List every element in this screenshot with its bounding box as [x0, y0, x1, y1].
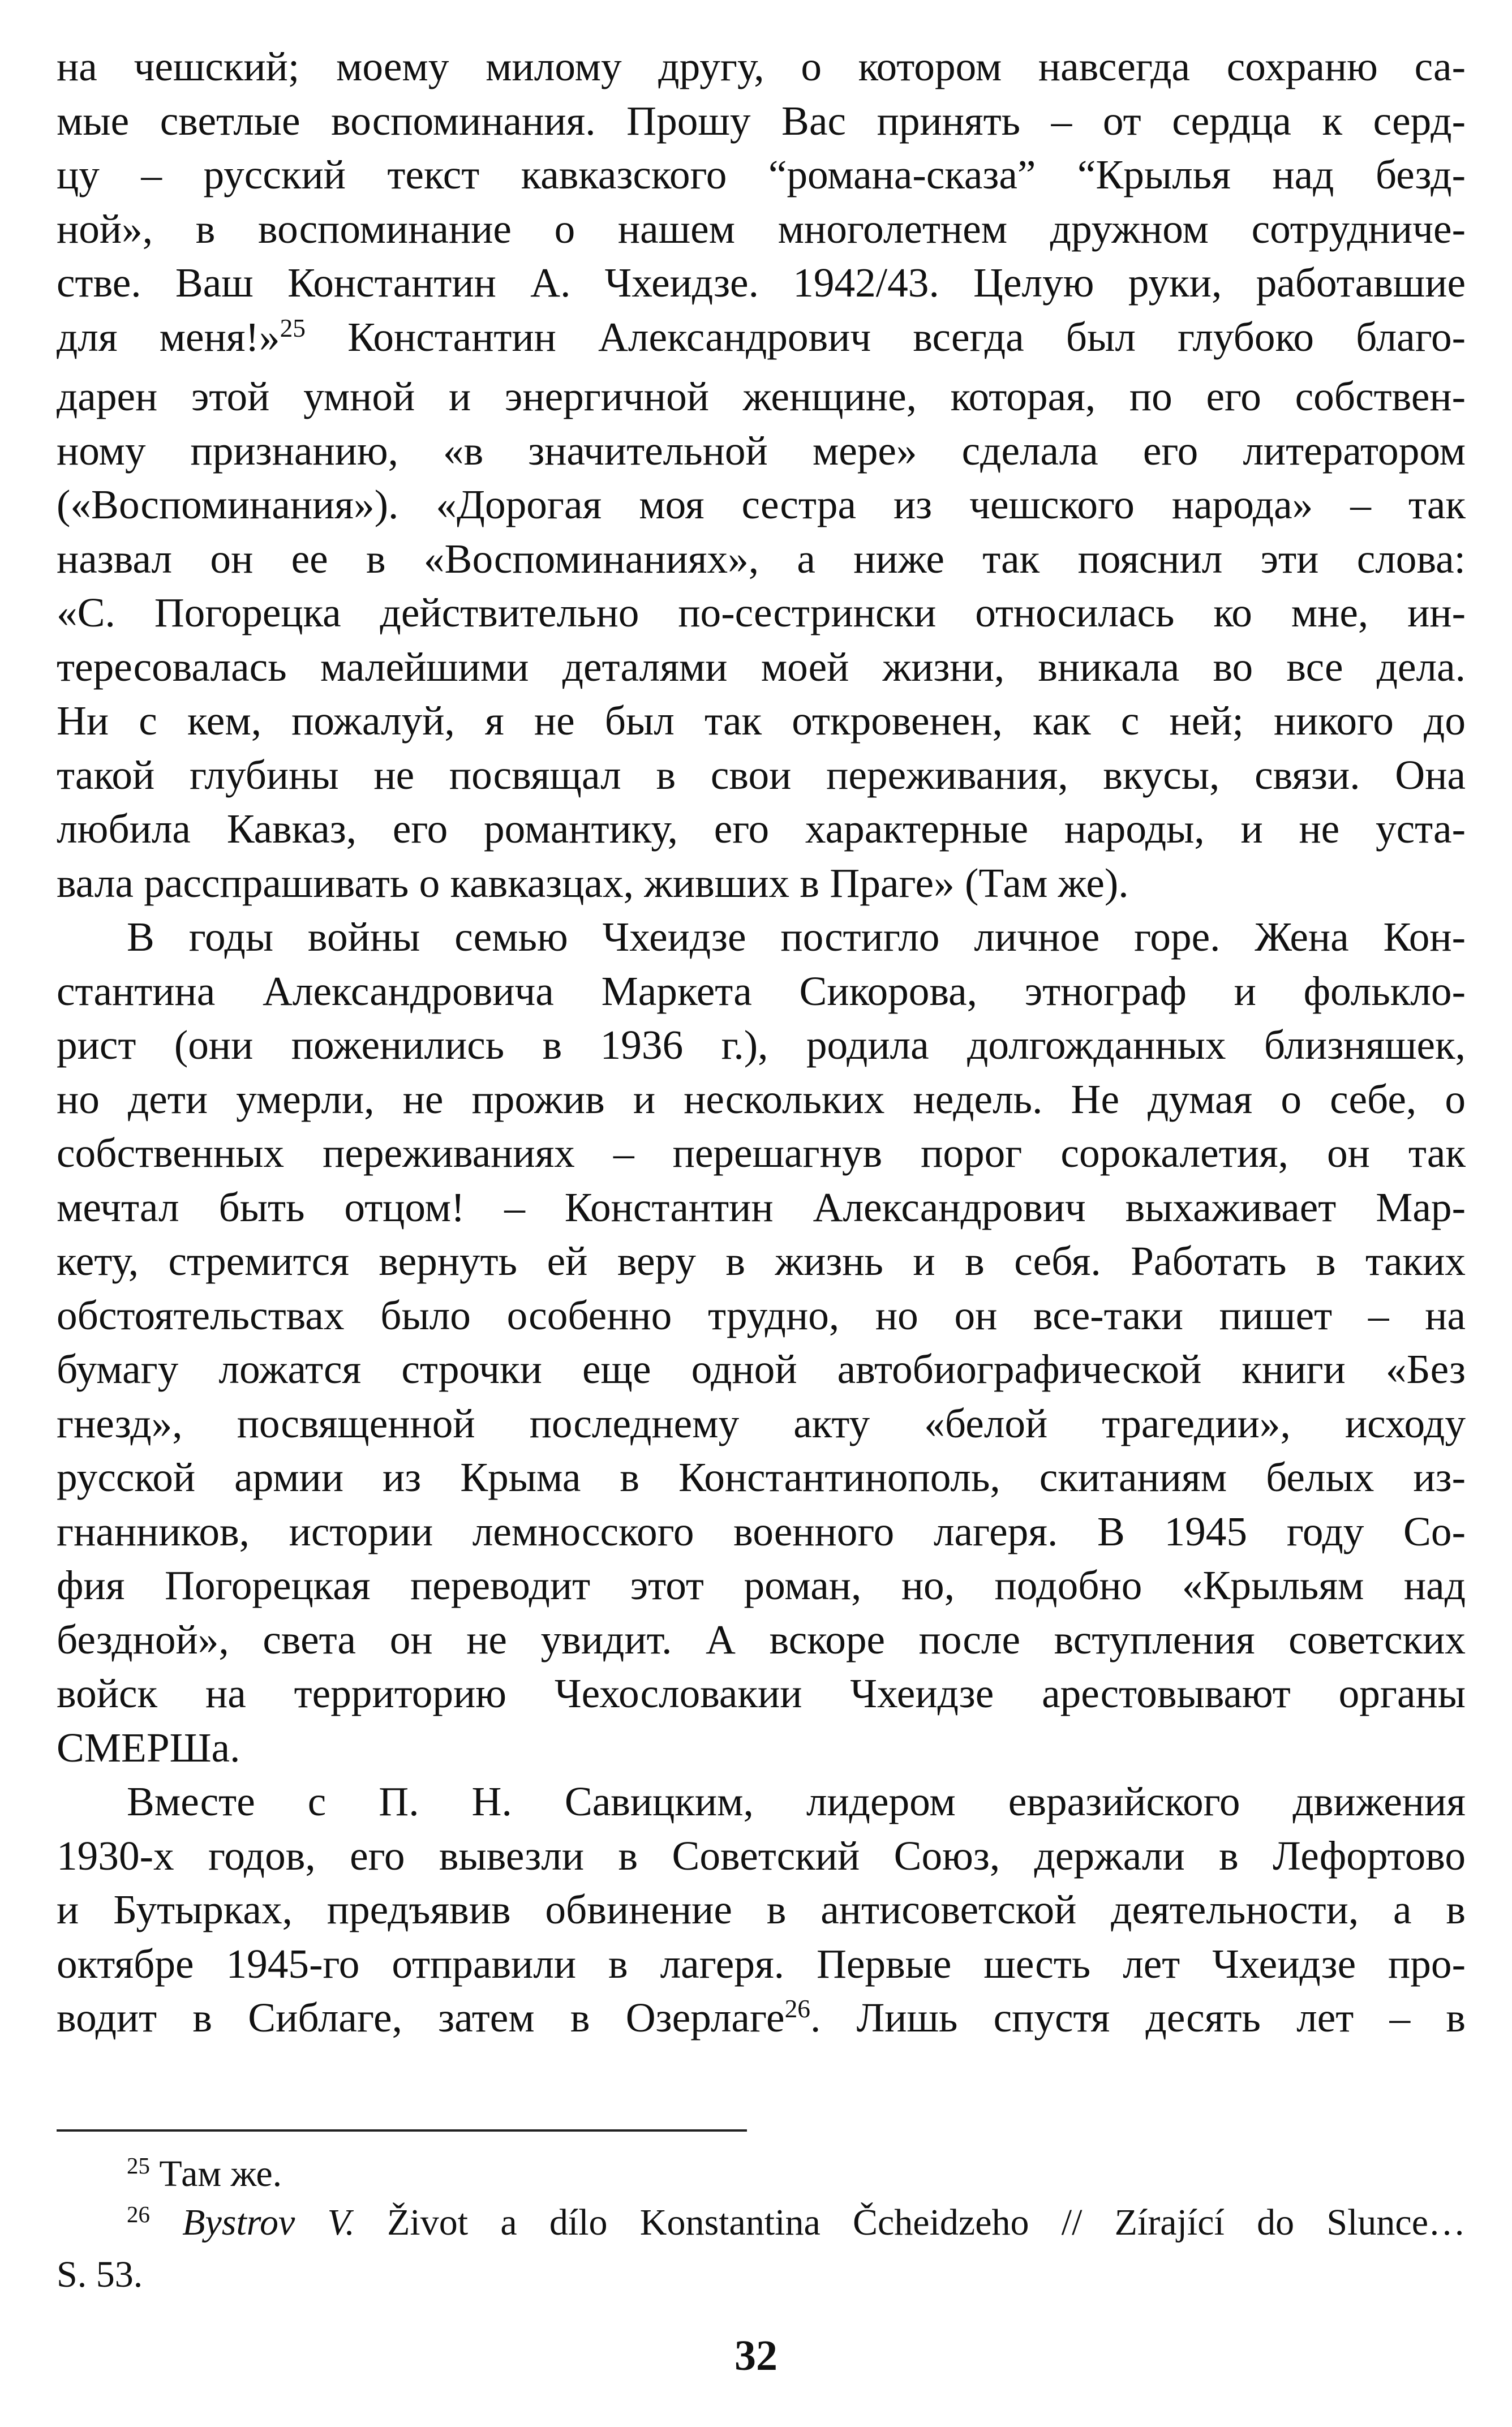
text-line: но дети умерли, не прожив и нескольких недель. Не думая о себе, о [57, 1076, 1466, 1122]
text-fragment: водит в Сиблаге, затем в Озерлаге [57, 1995, 785, 2041]
text-line: ной», в воспоминание о нашем многолетнем дружном сотрудниче- [57, 205, 1466, 252]
paragraph-1 [57, 40, 1466, 910]
footnote-number: 26 [127, 2201, 150, 2227]
page-number: 32 [734, 2332, 778, 2379]
text-line: дарен этой умной и энергичной женщине, которая, по его собствен- [57, 373, 1466, 419]
footnote-25 [57, 2150, 1466, 2202]
text-line: такой глубины не посвящал в свои переживания, вкусы, связи. Она [57, 751, 1466, 798]
text-line [57, 1991, 1466, 2051]
text-fragment: для меня!» [57, 313, 280, 360]
text-line: кету, стремится вернуть ей веру в жизнь и в себя. Работать в таких [57, 1238, 1466, 1284]
text-line: тересовалась малейшими деталями моей жизни, вникала во все дела. [57, 643, 1466, 690]
footnote-ref: 26 [784, 1995, 811, 2024]
text-line: гнезд», посвященной последнему акту «белой трагедии», исходу [57, 1400, 1466, 1446]
text-line: обстоятельствах было особенно трудно, но он все-таки пишет – на [57, 1292, 1466, 1338]
text-line: октябре 1945-го отправили в лагеря. Первые шесть лет Чхеидзе про- [57, 1940, 1466, 1987]
text-line: стве. Ваш Константин А. Чхеидзе. 1942/43. Целую руки, работавшие [57, 260, 1466, 306]
text-line: Вместе с П. Н. Савицким, лидером евразийского движения [127, 1779, 1466, 1824]
text-line: стантина Александровича Маркета Сикорова, этнограф и фолькло- [57, 968, 1466, 1014]
footnote-separator [57, 2129, 747, 2132]
footnote-author: Bystrov V. [182, 2202, 355, 2243]
text-line: на чешский; моему милому другу, о котором навсегда сохраню са- [57, 44, 1466, 89]
text-line: мые светлые воспоминания. Прошу Вас принять – от сердца к серд- [57, 97, 1466, 144]
text-line: вала расспрашивать о кавказцах, живших в Праге» (Там же). [57, 860, 1129, 906]
text-line: русской армии из Крыма в Константинополь, скитаниям белых из- [57, 1454, 1466, 1500]
footnote-text: Život a dílo Konstantina Čcheidzeho // Zírající do Slunce… [354, 2202, 1466, 2243]
text-line: 1930-х годов, его вывезли в Советский Союз, держали в Лефортово [57, 1832, 1466, 1879]
text-line: ному признанию, «в значительной мере» сделала его литератором [57, 427, 1466, 474]
text-line: собственных переживаниях – перешагнув порог сорокалетия, он так [57, 1130, 1466, 1176]
text-line: «С. Погорецка действительно по-сестрински относилась ко мне, ин- [57, 590, 1466, 635]
paragraph-2 [57, 910, 1466, 1775]
footnote-number: 25 [127, 2153, 150, 2179]
page-body [57, 40, 1466, 2051]
text-line: рист (они поженились в 1936 г.), родила долгожданных близняшек, [57, 1022, 1466, 1068]
text-line [57, 310, 1466, 370]
text-line: бездной», света он не увидит. А вскоре после вступления советских [57, 1616, 1466, 1663]
paragraph-3 [57, 1775, 1466, 2051]
text-line: войск на территорию Чехословакии Чхеидзе арестовывают органы [57, 1670, 1466, 1716]
text-fragment: . Лишь спустя десять лет – в [810, 1995, 1466, 2041]
text-line: В годы войны семью Чхеидзе постигло личное горе. Жена Кон- [127, 914, 1466, 960]
text-line: назвал он ее в «Воспоминаниях», а ниже так пояснил эти слова: [57, 535, 1466, 582]
footnote-text: Там же. [149, 2153, 282, 2194]
text-line: цу – русский текст кавказского “романа-сказа” “Крылья над безд- [57, 152, 1466, 197]
text-line: и Бутырках, предъявив обвинение в антисоветской деятельности, а в [57, 1887, 1466, 1932]
footnote-26 [57, 2199, 1466, 2299]
text-line: гнанников, истории лемносского военного лагеря. В 1945 году Со- [57, 1508, 1466, 1554]
text-fragment: Константин Александрович всегда был глубоко благо- [306, 313, 1466, 360]
footnote-ref: 25 [280, 313, 306, 342]
footnote-line: S. 53. [57, 2254, 143, 2295]
text-line: Ни с кем, пожалуй, я не был так откровенен, как с ней; никого до [57, 698, 1466, 744]
text-line: СМЕРШа. [57, 1724, 240, 1771]
text-line: мечтал быть отцом! – Константин Александрович выхаживает Мар- [57, 1184, 1466, 1230]
text-line: («Воспоминания»). «Дорогая моя сестра из чешского народа» – так [57, 482, 1466, 527]
text-line: любила Кавказ, его романтику, его характерные народы, и не уста- [57, 806, 1466, 852]
text-line: фия Погорецкая переводит этот роман, но, подобно «Крыльям над [57, 1562, 1466, 1608]
text-line: бумагу ложатся строчки еще одной автобиографической книги «Без [57, 1346, 1466, 1392]
footnote-line [57, 2199, 1466, 2251]
